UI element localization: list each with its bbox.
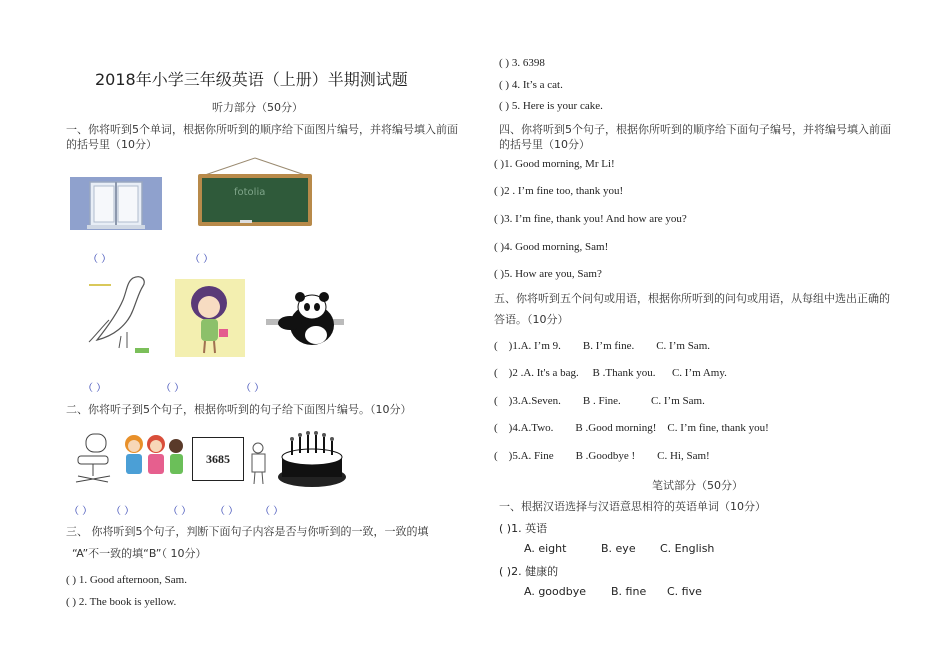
- q1-option-b: B. eye: [601, 542, 636, 555]
- section4-item-3: ( )3. I’m fine, thank you! And how are you?: [494, 213, 687, 225]
- blank-chair[interactable]: （ ）: [69, 506, 93, 517]
- section4-instruction: 四、你将听到5个句子，根据你所听到的顺序给下面句子编号，并将编号填入前面: [499, 123, 891, 136]
- blank-number[interactable]: （ ）: [168, 506, 192, 517]
- writing-q2: ( )2. 健康的: [499, 565, 559, 578]
- writing-q1: ( )1. 英语: [499, 522, 548, 535]
- section3-item-4: ( ) 4. It’s a cat.: [499, 79, 563, 91]
- section4-instruction-2: 的括号里（10分）: [499, 138, 590, 151]
- blank-chalkboard[interactable]: （ ）: [190, 254, 214, 265]
- number-box: 3685: [192, 437, 244, 481]
- blank-teacher[interactable]: （ ）: [215, 506, 239, 517]
- cake-image: [276, 431, 348, 489]
- section3-item-2: ( ) 2. The book is yellow.: [66, 596, 177, 608]
- section3-item-3: ( ) 3. 6398: [499, 57, 545, 69]
- blank-window[interactable]: （ ）: [88, 254, 112, 265]
- teacher-image: [244, 440, 274, 486]
- blank-cake[interactable]: （ ）: [260, 506, 284, 517]
- section5-item-2: ( )2 .A. It's a bag. B .Thank you. C. I’m Amy.: [494, 367, 727, 379]
- section4-item-4: ( )4. Good morning, Sam!: [494, 241, 609, 253]
- section3-item-1: ( ) 1. Good afternoon, Sam.: [66, 574, 187, 586]
- section5-item-3: ( )3.A.Seven. B . Fine. C. I’m Sam.: [494, 395, 705, 407]
- section5-item-5: ( )5.A. Fine B .Goodbye ! C. Hi, Sam!: [494, 450, 710, 462]
- writing-section1-instruction: 一、根据汉语选择与汉语意思相符的英语单词（10分）: [499, 500, 766, 513]
- blank-bird[interactable]: （ ）: [83, 383, 107, 394]
- q2-option-a: A. goodbye: [524, 585, 587, 598]
- chalkboard-watermark: fotolia: [234, 187, 266, 198]
- q1-option-c: C. English: [660, 542, 715, 555]
- blank-girl[interactable]: （ ）: [161, 383, 185, 394]
- section5-item-4: ( )4.A.Two. B .Good morning! C. I’m fine, thank you!: [494, 422, 769, 434]
- q2-option-b: B. fine: [611, 585, 647, 598]
- section4-item-2: ( )2 . I’m fine too, thank you!: [494, 185, 624, 197]
- blank-panda[interactable]: （ ）: [241, 383, 265, 394]
- page-title: 2018年小学三年级英语（上册）半期测试题: [95, 70, 408, 89]
- chalkboard-image: [196, 156, 314, 228]
- window-image: [70, 177, 162, 230]
- section3-item-5: ( ) 5. Here is your cake.: [499, 100, 603, 112]
- section1-instruction: 一、你将听到5个单词，根据你所听到的顺序给下面图片编号，并将编号填入前面: [66, 123, 458, 136]
- chair-image: [70, 432, 116, 488]
- writing-header: 笔试部分（50分）: [652, 479, 743, 492]
- bird-image: [83, 270, 155, 356]
- q2-option-c: C. five: [667, 585, 702, 598]
- panda-image: [266, 289, 344, 355]
- q1-option-a: A. eight: [524, 542, 567, 555]
- section3-instruction-2: “A”不一致的填“B”（ 10分）: [72, 547, 207, 560]
- children-image: [118, 432, 186, 486]
- blank-children[interactable]: （ ）: [111, 506, 135, 517]
- section4-item-1: ( )1. Good morning, Mr Li!: [494, 158, 615, 170]
- section3-instruction: 三、 你将听到5个句子，判断下面句子内容是否与你听到的一致，一致的填: [66, 525, 429, 538]
- girl-image: [175, 279, 245, 357]
- section4-item-5: ( )5. How are you, Sam?: [494, 268, 602, 280]
- section1-instruction-2: 的括号里（10分）: [66, 138, 157, 151]
- section5-instruction-2: 答语。（10分）: [494, 313, 569, 326]
- listening-header: 听力部分（50分）: [212, 101, 303, 114]
- section5-item-1: ( )1.A. I’m 9. B. I’m fine. C. I’m Sam.: [494, 340, 710, 352]
- section2-instruction: 二、你将听子到5个句子，根据你听到的句子给下面图片编号。（10分）: [66, 403, 412, 416]
- section5-instruction: 五、你将听到五个问句或用语，根据你所听到的问句或用语，从每组中选出正确的: [494, 292, 890, 305]
